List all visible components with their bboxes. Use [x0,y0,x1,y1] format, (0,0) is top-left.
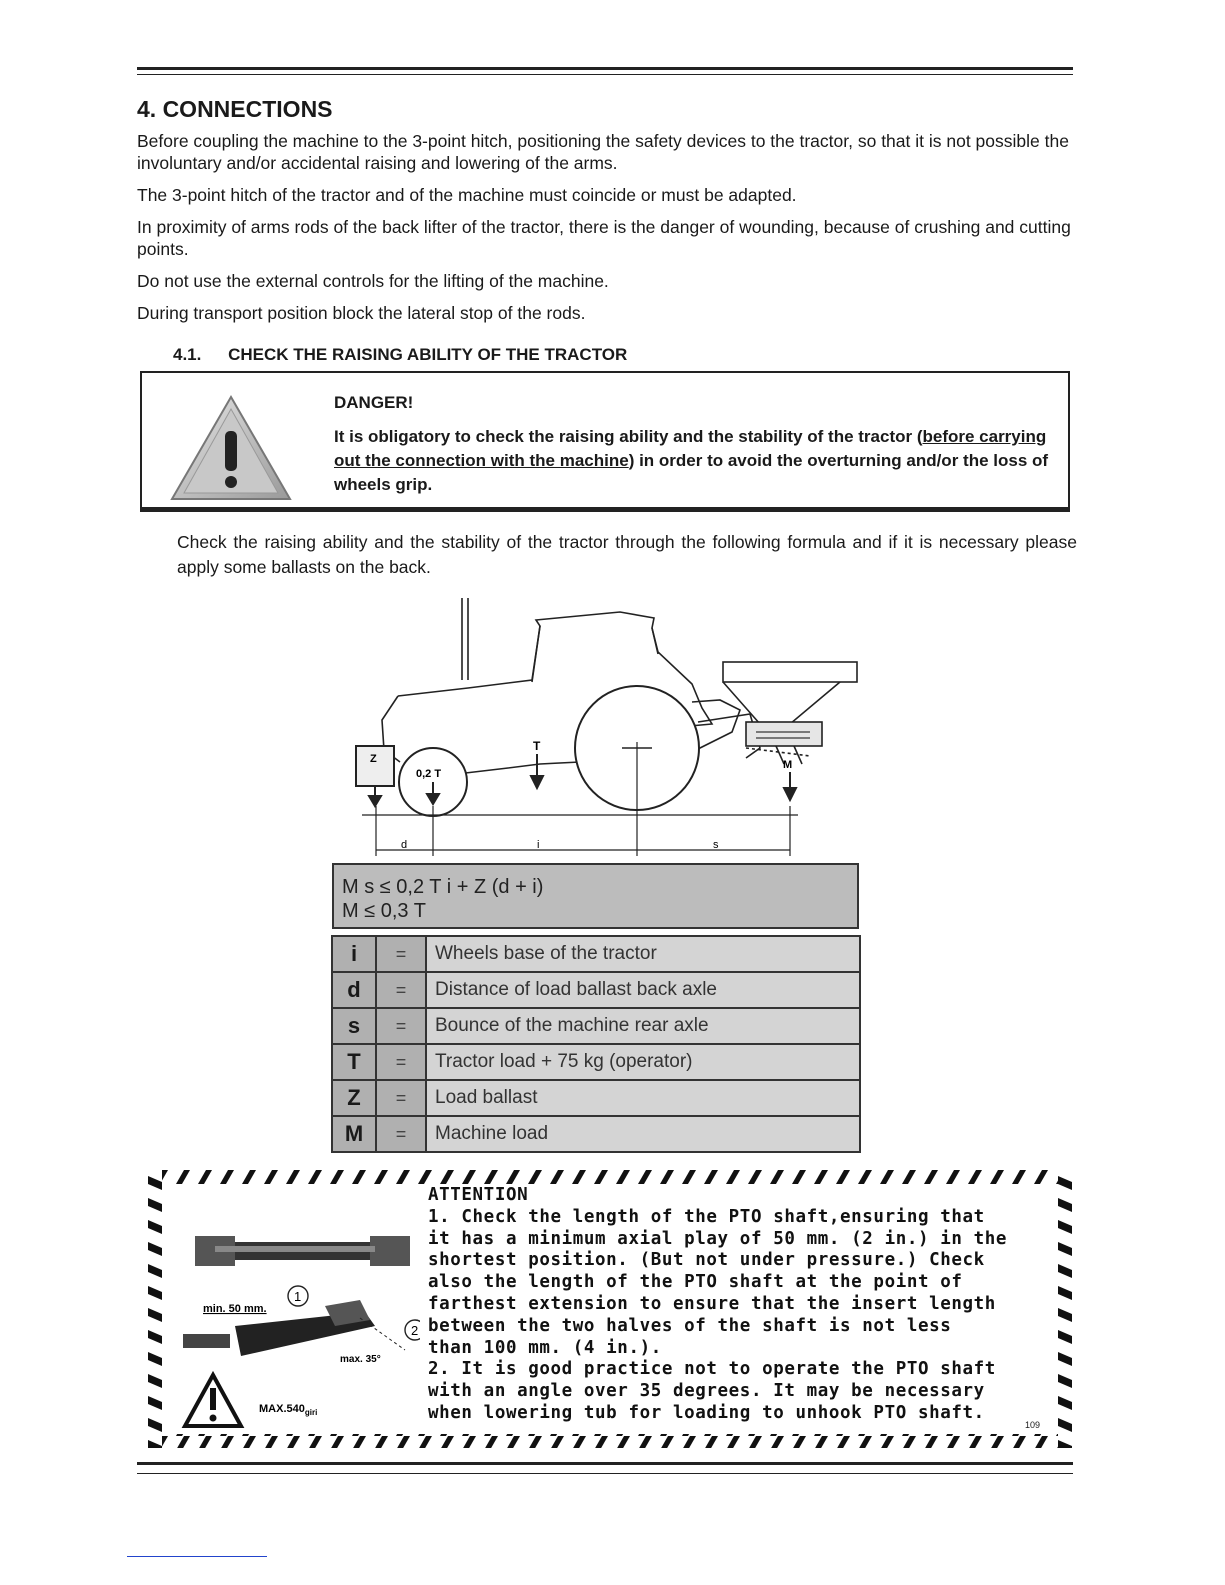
legend-symbol: d [332,972,376,1008]
attention-line: farthest extension to ensure that the insert length [428,1293,996,1314]
attention-text [428,1185,1048,1425]
legend-symbol: Z [332,1080,376,1116]
bottom-rule-thin [137,1473,1073,1474]
attention-line: when lowering tub for loading to unhook PTO shaft. [428,1402,985,1423]
danger-text-underlined: before carrying out the connection with the machine [334,427,1047,470]
attention-line: 1. Check the length of the PTO shaft,ensuring that [428,1206,985,1227]
attention-heading: ATTENTION [428,1185,529,1205]
paragraph-coupling: Before coupling the machine to the 3-point hitch, positioning the safety devices to the tractor, so that it is not possible the involuntary and/or accidental raising and lowering of the arms. [137,131,1069,173]
ballast-box [356,746,394,786]
legend-table [331,935,861,1153]
top-rule-thin [137,74,1073,75]
paragraph-transport: During transport position block the lateral stop of the rods. [137,303,586,323]
pto-shaft-figure [175,1230,420,1430]
label-02t: 0,2 T [416,768,442,780]
danger-text-before: It is obligatory to check the raising ability and the stability of the tractor ( [334,427,923,446]
attention-line: between the two halves of the shaft is not less [428,1315,952,1336]
legend-equals: = [376,936,426,972]
intro-paragraphs [137,130,1077,334]
legend-equals: = [376,972,426,1008]
angle-line [360,1318,405,1350]
callout-1: 1 [294,1289,302,1304]
legend-description: Distance of load ballast back axle [426,972,860,1008]
tractor-load-diagram [340,592,880,860]
legend-equals: = [376,1116,426,1152]
spreader-machine [723,662,857,764]
label-s: s [713,839,719,851]
table-row [332,1044,860,1080]
check-formula-instruction: Check the raising ability and the stability of the tractor through the following formula and if it is necessary please apply some ballasts on the back. [177,532,1077,577]
legend-equals: = [376,1008,426,1044]
legend-description: Machine load [426,1116,860,1152]
attention-line: with an angle over 35 degrees. It may be necessary [428,1381,985,1402]
table-row [332,1116,860,1152]
max-speed-value: MAX.540 [259,1403,305,1415]
legend-description: Load ballast [426,1080,860,1116]
attention-line: also the length of the PTO shaft at the point of [428,1272,963,1293]
cab-front [532,626,540,682]
legend-symbol: T [332,1044,376,1080]
section-title: 4. CONNECTIONS [137,96,333,122]
danger-heading: DANGER! [334,393,414,412]
table-row [332,972,860,1008]
footer-link-line [127,1556,267,1557]
legend-equals: = [376,1044,426,1080]
danger-text-block [334,391,1064,497]
table-row [332,1080,860,1116]
table-row [332,1008,860,1044]
paragraph-external-controls: Do not use the external controls for the lifting of the machine. [137,271,609,291]
min-length-label: min. 50 mm. [203,1303,267,1315]
attention-line: shortest position. (But not under pressure.) Check [428,1250,985,1271]
page-code: 109 [1025,1420,1041,1430]
danger-text-after: ) in order to avoid the overturning and/or the loss of wheels grip. [334,451,1049,494]
legend-symbol: i [332,936,376,972]
formula-box [332,863,859,929]
formula-line-1: M s ≤ 0,2 T i + Z (d + i) [342,876,544,898]
label-z: Z [370,753,377,765]
top-rule-thick [137,67,1073,70]
warning-icon [185,1375,241,1426]
subsection-heading [173,345,627,365]
label-m: M [783,759,793,771]
subsection-title: CHECK THE RAISING ABILITY OF THE TRACTOR [228,345,628,364]
attention-line: than 100 mm. (4 in.). [428,1337,662,1358]
formula-line-2: M ≤ 0,3 T [342,900,426,922]
attention-line: 2. It is good practice not to operate the PTO shaft [428,1359,996,1380]
warning-triangle-icon [170,395,292,503]
callout-2: 2 [411,1323,419,1338]
legend-equals: = [376,1080,426,1116]
legend-symbol: s [332,1008,376,1044]
pto-shaft-short-icon [195,1236,410,1266]
attention-line: it has a minimum axial play of 50 mm. (2 in.) in the [428,1228,1008,1249]
danger-box [140,371,1070,512]
cab-rear [652,628,658,654]
max-angle-label: max. 35° [340,1354,381,1365]
max-speed-label [259,1403,317,1417]
subsection-number: 4.1. [173,345,202,364]
label-i: i [537,839,540,851]
label-t: T [533,739,541,753]
legend-description: Tractor load + 75 kg (operator) [426,1044,860,1080]
bottom-rule-thick [137,1462,1073,1465]
exhaust-pipe [462,598,468,680]
legend-description: Bounce of the machine rear axle [426,1008,860,1044]
max-speed-unit: giri [304,1408,318,1417]
paragraph-hitch: The 3-point hitch of the tractor and of the machine must coincide or must be adapted. [137,185,797,205]
label-d: d [401,839,408,851]
paragraph-danger-zone: In proximity of arms rods of the back lifter of the tractor, there is the danger of wounding, because of crushing and cutting points. [137,217,1071,259]
table-row [332,936,860,972]
legend-description: Wheels base of the tractor [426,936,860,972]
legend-symbol: M [332,1116,376,1152]
